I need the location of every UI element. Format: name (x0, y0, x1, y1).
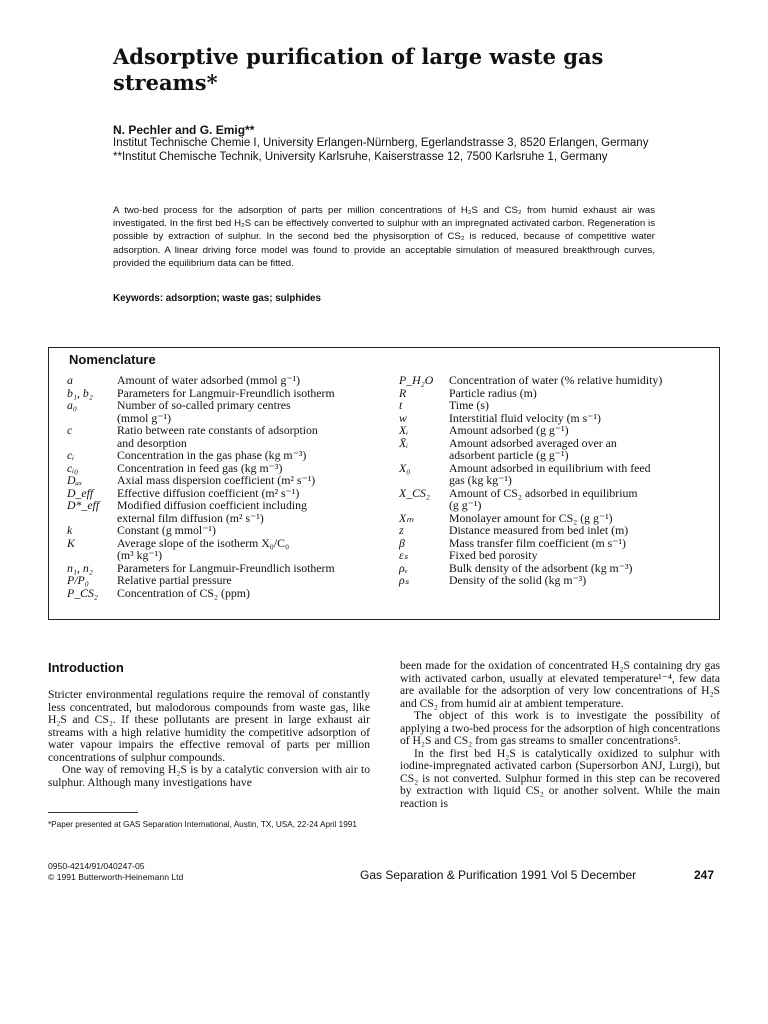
nomenclature-symbol: β (399, 535, 405, 550)
nomenclature-description: and desorption (117, 435, 187, 450)
nomenclature-description: Mass transfer film coefficient (m s⁻¹) (449, 535, 626, 550)
issn: 0950-4214/91/040247-05 (48, 861, 145, 871)
affiliation-1: Institut Technische Chemie I, University Erlangen-Nürnberg, Egerlandstrasse 3, 8520 Erlangen, Germany (113, 137, 649, 149)
nomenclature-symbol: ρₛ (399, 573, 410, 587)
nomenclature-row (399, 387, 709, 400)
nomenclature-row (67, 512, 379, 525)
nomenclature-description: Ratio between rate constants of adsorption (117, 423, 318, 437)
nomenclature-description: Interstitial fluid velocity (m s⁻¹) (449, 410, 601, 425)
nomenclature-row (67, 424, 379, 437)
nomenclature-description: Parameters for Langmuir-Freundlich isotherm (117, 385, 335, 400)
nomenclature-row (67, 474, 379, 487)
nomenclature-symbol: t (399, 398, 403, 412)
nomenclature-row (67, 499, 379, 512)
nomenclature-description: Amount of CS₂ adsorbed in equilibrium (449, 485, 638, 500)
nomenclature-symbol: D*_eff (67, 498, 100, 512)
nomenclature-description: Amount adsorbed (g g⁻¹) (449, 423, 569, 437)
nomenclature-description: Amount adsorbed averaged over an (449, 435, 617, 450)
nomenclature-symbol (399, 449, 449, 462)
nomenclature-row (399, 524, 709, 537)
nomenclature-symbol: z (399, 523, 404, 537)
nomenclature-description: Particle radius (m) (449, 385, 537, 400)
nomenclature-right-column (399, 374, 709, 587)
nomenclature-row (67, 549, 379, 562)
nomenclature-symbol: P_CS₂ (67, 585, 98, 600)
nomenclature-symbol: b₁, b₂ (67, 385, 93, 400)
nomenclature-description: Parameters for Langmuir-Freundlich isotherm (117, 560, 335, 575)
nomenclature-symbol (67, 549, 117, 562)
intro-paragraph-5: In the first bed H₂S is catalytically oxidized to sulphur with iodine-impregnated activated carbon (Supersorbon ANJ, Lurgi), but CS₂ is not converted. Sulphur formed in this step can be recovered by extraction with liquid CS₂ or another solvent. While the main reaction is (400, 746, 720, 810)
nomenclature-description: Time (s) (449, 398, 489, 412)
nomenclature-description: Concentration in the gas phase (kg m⁻³) (117, 448, 307, 462)
nomenclature-symbol: cᵢ (67, 448, 75, 462)
nomenclature-row (67, 374, 379, 387)
nomenclature-description: Amount of water adsorbed (mmol g⁻¹) (117, 373, 301, 387)
nomenclature-description: external film diffusion (m² s⁻¹) (117, 510, 264, 525)
footnote: *Paper presented at GAS Separation International, Austin, TX, USA, 22-24 April 1991 (48, 820, 357, 829)
nomenclature-row (399, 474, 709, 487)
nomenclature-description: Average slope of the isotherm X₀/C₀ (117, 535, 290, 550)
nomenclature-description: Amount adsorbed in equilibrium with feed (449, 460, 651, 475)
nomenclature-symbol: cᵢ₀ (67, 460, 79, 475)
footnote-rule (48, 812, 138, 813)
nomenclature-description: Effective diffusion coefficient (m² s⁻¹) (117, 485, 300, 500)
nomenclature-symbol (399, 474, 449, 487)
keywords: Keywords: adsorption; waste gas; sulphides (113, 293, 321, 304)
nomenclature-symbol: K (67, 535, 75, 550)
nomenclature-row (399, 549, 709, 562)
nomenclature-row (67, 587, 379, 600)
nomenclature-description: Concentration of CS₂ (ppm) (117, 585, 250, 600)
nomenclature-symbol: εₛ (399, 548, 409, 562)
nomenclature-symbol: X̄ᵢ (399, 435, 409, 450)
nomenclature-description: adsorbent particle (g g⁻¹) (449, 448, 569, 462)
affiliations (113, 136, 673, 164)
affiliation-2: **Institut Chemische Technik, University Karlsruhe, Kaiserstrasse 12, 7500 Karlsruhe 1, Germany (113, 151, 608, 163)
nomenclature-symbol: w (399, 410, 407, 425)
nomenclature-description: Bulk density of the adsorbent (kg m⁻³) (449, 560, 633, 575)
nomenclature-row (399, 574, 709, 587)
nomenclature-symbol (67, 412, 117, 425)
nomenclature-row (67, 449, 379, 462)
nomenclature-symbol: R (399, 385, 407, 400)
nomenclature-row (67, 537, 379, 550)
nomenclature-symbol: X₀ (399, 460, 411, 475)
nomenclature-description: Axial mass dispersion coefficient (m² s⁻¹) (117, 473, 316, 487)
intro-paragraph-1: Stricter environmental regulations require the removal of constantly less concentrated, but malodorous compounds from waste gas, like H₂S and CS₂. If these pollutants are present in large exhaust air streams with a high relative humidity the competitive adsorption of water vapour impairs the effective removal of parts per million concentrations of sulphur compounds. (48, 688, 370, 764)
nomenclature-description: Monolayer amount for CS₂ (g g⁻¹) (449, 510, 613, 525)
nomenclature-description: Modified diffusion coefficient including (117, 498, 307, 512)
authors: N. Pechler and G. Emig** (113, 123, 255, 137)
nomenclature-row (67, 399, 379, 412)
nomenclature-description: (m³ kg⁻¹) (117, 548, 163, 562)
intro-paragraph-2: One way of removing H₂S is by a catalytic conversion with air to sulphur. Although many investigations have (48, 763, 370, 789)
nomenclature-description: Number of so-called primary centres (117, 398, 291, 412)
paper-title: Adsorptive purification of large waste gas streams* (113, 44, 604, 95)
body-column-left (48, 660, 370, 789)
nomenclature-symbol (67, 437, 117, 450)
nomenclature-symbol: a₀ (67, 398, 77, 412)
nomenclature-symbol: X_CS₂ (399, 485, 430, 500)
nomenclature-description: Distance measured from bed inlet (m) (449, 523, 629, 537)
nomenclature-description: Concentration in feed gas (kg m⁻³) (117, 460, 283, 475)
nomenclature-row (399, 487, 709, 500)
nomenclature-symbol: n₁, n₂ (67, 560, 93, 575)
nomenclature-description: (mmol g⁻¹) (117, 410, 171, 425)
intro-paragraph-3: been made for the oxidation of concentrated H₂S containing dry gas with activated carbon, usually at elevated temperature¹⁻⁴, few data are available for the adsorption of very low concentrations of H₂S and CS₂ from humid air at ambient temperature. (400, 659, 720, 710)
nomenclature-description: Concentration of water (% relative humidity) (449, 373, 663, 387)
nomenclature-description: Fixed bed porosity (449, 548, 538, 562)
nomenclature-row (399, 424, 709, 437)
nomenclature-description: gas (kg kg⁻¹) (449, 473, 512, 487)
nomenclature-row (399, 499, 709, 512)
nomenclature-symbol: c (67, 423, 73, 437)
intro-paragraph-4: The object of this work is to investigate the possibility of applying a two-bed process for the adsorption of high concentrations of H₂S and CS₂ from gas streams to smaller concentrations⁵. (400, 709, 720, 747)
nomenclature-box (48, 347, 720, 620)
nomenclature-row (67, 524, 379, 537)
nomenclature-symbol: P_H₂O (399, 373, 434, 387)
nomenclature-symbol: a (67, 373, 73, 387)
nomenclature-description: Constant (g mmol⁻¹) (117, 523, 216, 537)
nomenclature-heading: Nomenclature (69, 352, 156, 367)
nomenclature-symbol (67, 512, 117, 525)
nomenclature-symbol: ρᵥ (399, 560, 408, 575)
journal-citation: Gas Separation & Purification 1991 Vol 5 December (360, 868, 637, 882)
nomenclature-symbol: Xᵢ (399, 423, 409, 437)
nomenclature-description: (g g⁻¹) (449, 498, 482, 512)
nomenclature-row (399, 537, 709, 550)
nomenclature-row (399, 449, 709, 462)
nomenclature-row (399, 399, 709, 412)
nomenclature-description: Density of the solid (kg m⁻³) (449, 573, 587, 587)
nomenclature-symbol: Xₘ (399, 510, 414, 525)
nomenclature-description: Relative partial pressure (117, 573, 232, 587)
nomenclature-symbol: D_eff (67, 485, 94, 500)
issn-block (48, 861, 183, 883)
nomenclature-symbol: Dₐₓ (67, 473, 83, 487)
introduction-heading: Introduction (48, 660, 124, 675)
nomenclature-symbol (399, 499, 449, 512)
abstract: A two-bed process for the adsorption of parts per million concentrations of H₂S and CS₂ from humid exhaust air was investigated. In the first bed H₂S can be effectively converted to sulphur with an impregnated activated carbon. Regeneration is possible by extraction of sulphur. In the second bed the physisorption of CS₂ is reduced, because of competitive water adsorption. A linear driving force model was found to provide an acceptable simulation of measured breakthrough curves, provided the equilibrium data can be fitted. (113, 205, 655, 269)
nomenclature-symbol: k (67, 523, 73, 537)
nomenclature-row (399, 374, 709, 387)
nomenclature-row (399, 462, 709, 475)
copyright: © 1991 Butterworth-Heinemann Ltd (48, 872, 184, 882)
nomenclature-symbol: P/P₀ (67, 573, 89, 587)
body-column-right (400, 660, 720, 810)
page-number: 247 (694, 868, 715, 882)
nomenclature-left-column (67, 374, 379, 599)
nomenclature-row (67, 574, 379, 587)
